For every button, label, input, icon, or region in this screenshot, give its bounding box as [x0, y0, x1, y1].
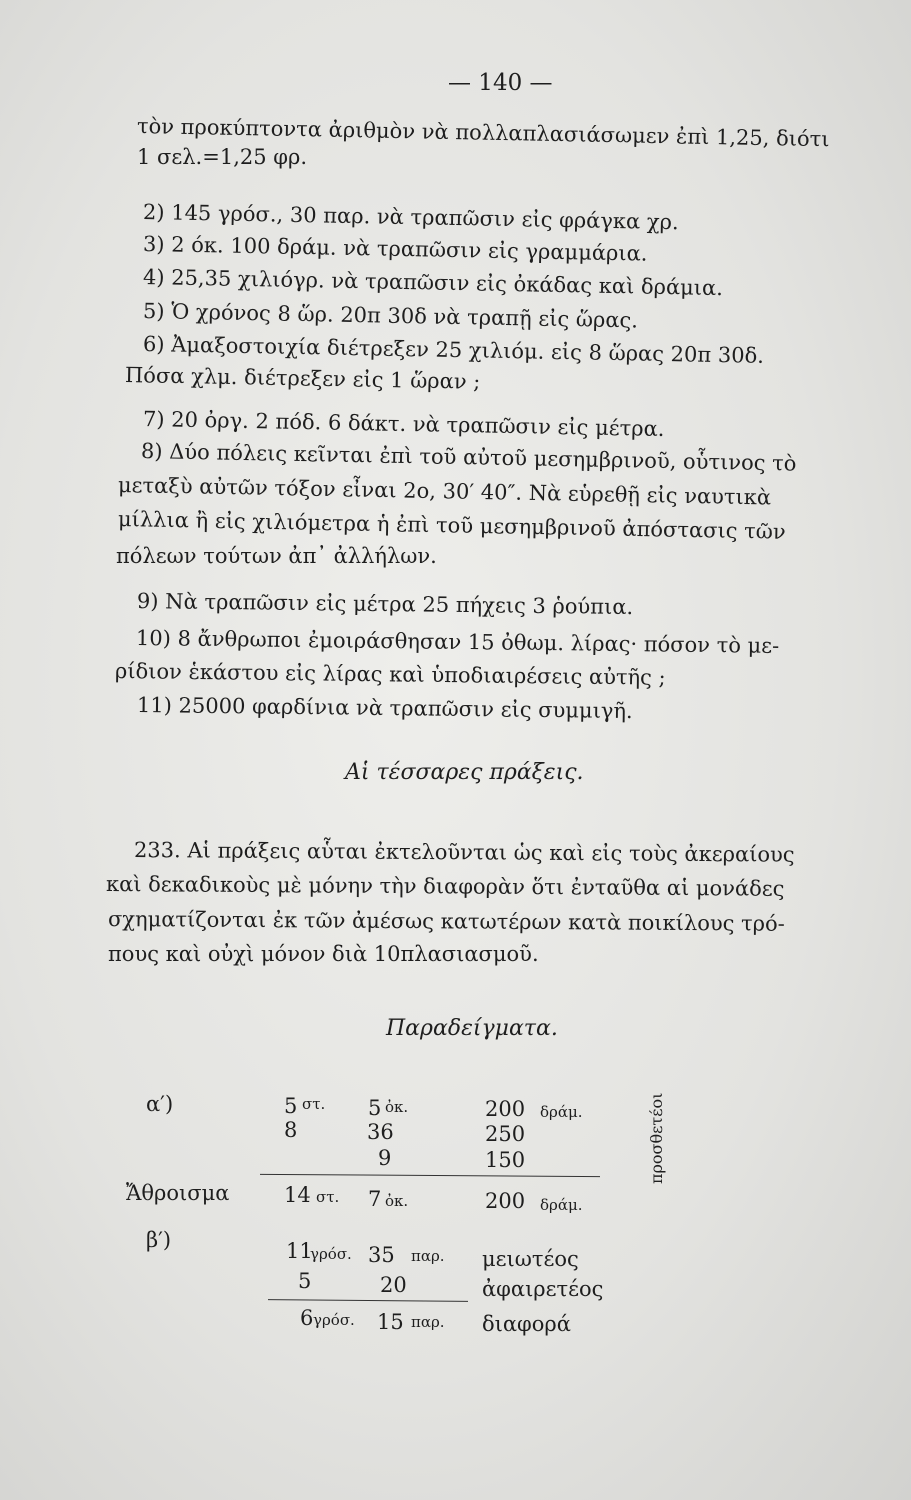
- text-line: 11) 25000 φαρδίνια νὰ τραπῶσιν εἰς συμμιγῆ.: [136, 693, 633, 724]
- addend-dramia: 200: [485, 1097, 526, 1121]
- subtrahend-grosia: 5: [298, 1269, 312, 1293]
- text-line: 6) Ἀμαξοστοιχία διέτρεξεν 25 χιλιόμ. εἰς 8 ὥρας 20π 30δ.: [142, 332, 765, 368]
- subtrahend-label: ἀφαιρετέος: [482, 1277, 604, 1301]
- text-line: καὶ δεκαδικοὺς μὲ μόνην τὴν διαφορὰν ὅτι ἐνταῦθα αἱ μονάδες: [105, 872, 785, 901]
- subtrahend-parades: 20: [380, 1273, 407, 1297]
- addend-okades: 9: [378, 1146, 392, 1170]
- difference-label: διαφορά: [482, 1312, 571, 1336]
- example-b-label: β′): [146, 1228, 172, 1252]
- sum-label: Ἄθροισμα: [126, 1181, 230, 1205]
- sum-dramia: 200: [485, 1189, 526, 1213]
- difference-grosia: 6: [300, 1306, 314, 1330]
- text-line: 3) 2 όκ. 100 δράμ. νὰ τραπῶσιν εἰς γραμμάρια.: [142, 232, 648, 266]
- unit-label: γρόσ.: [313, 1311, 355, 1329]
- text-line: ρίδιον ἑκάστου εἰς λίρας καὶ ὑποδιαιρέσεις αὐτῆς ;: [114, 659, 666, 690]
- unit-label: γρόσ.: [310, 1245, 352, 1263]
- addend-dramia: 250: [485, 1122, 526, 1146]
- side-label-addends: προσθετέοι: [647, 1092, 666, 1184]
- addend-dramia: 150: [485, 1148, 526, 1172]
- unit-label: δράμ.: [540, 1196, 583, 1214]
- text-line: 8) Δύο πόλεις κεῖνται ἐπὶ τοῦ αὐτοῦ μεσημβρινοῦ, οὗτινος τὸ: [140, 439, 797, 476]
- example-a-label: α′): [146, 1092, 174, 1116]
- unit-label: δράμ.: [540, 1103, 583, 1121]
- minuend-parades: 35: [368, 1243, 395, 1267]
- text-line: 7) 20 ὀργ. 2 πόδ. 6 δάκτ. νὰ τραπῶσιν εἰς μέτρα.: [142, 407, 665, 442]
- minuend-grosia: 11: [286, 1239, 313, 1263]
- text-line: 9) Νὰ τραπῶσιν εἰς μέτρα 25 πήχεις 3 ῥούπια.: [136, 589, 634, 620]
- text-line: μίλλια ἢ εἰς χιλιόμετρα ἡ ἐπὶ τοῦ μεσημβρινοῦ ἀπόστασις τῶν: [117, 507, 786, 544]
- unit-label: στ.: [316, 1188, 340, 1206]
- addend-okades: 36: [367, 1120, 394, 1144]
- sum-okades: 7: [368, 1187, 382, 1211]
- text-line: 10) 8 ἄνθρωποι ἐμοιράσθησαν 15 ὀθωμ. λίρας· πόσον τὸ με-: [135, 626, 780, 658]
- addend-stremmata: 8: [284, 1118, 298, 1142]
- difference-rule: [268, 1299, 468, 1302]
- unit-label: ὀκ.: [385, 1192, 409, 1210]
- examples-heading: Παραδείγματα.: [386, 1016, 558, 1041]
- unit-label: παρ.: [411, 1247, 445, 1265]
- text-line: πους καὶ οὐχὶ μόνον διὰ 10πλασιασμοῦ.: [108, 942, 539, 966]
- unit-label: ὀκ.: [385, 1098, 409, 1116]
- text-line: 4) 25,35 χιλιόγρ. νὰ τραπῶσιν εἰς ὀκάδας καὶ δράμια.: [142, 265, 724, 301]
- text-line: Πόσα χλμ. διέτρεξεν εἰς 1 ὥραν ;: [124, 363, 481, 394]
- addend-stremmata: 5: [284, 1094, 298, 1118]
- text-line: πόλεων τούτων ἀπ᾿ ἀλλήλων.: [116, 544, 437, 568]
- sum-stremmata: 14: [284, 1183, 311, 1207]
- text-line: 5) Ὁ χρόνος 8 ὥρ. 20π 30δ νὰ τραπῇ εἰς ὥρας.: [142, 299, 639, 333]
- addend-okades: 5: [368, 1096, 382, 1120]
- text-line: 233. Αἱ πράξεις αὗται ἐκτελοῦνται ὡς καὶ εἰς τοὺς ἀκεραίους: [133, 838, 795, 867]
- text-line: τὸν προκύπτοντα ἀριθμὸν νὰ πολλαπλασιάσωμεν ἐπὶ 1,25, διότι: [136, 114, 830, 152]
- page-number: — 140 —: [448, 70, 553, 96]
- section-heading: Αἱ τέσσαρες πράξεις.: [345, 760, 584, 785]
- sum-rule: [260, 1174, 600, 1177]
- minuend-label: μειωτέος: [482, 1247, 579, 1271]
- text-line: σχηματίζονται ἐκ τῶν ἀμέσως κατωτέρων κατὰ ποικίλους τρό-: [107, 907, 785, 936]
- text-line: 1 σελ.=1,25 φρ.: [137, 145, 307, 169]
- unit-label: στ.: [302, 1095, 326, 1113]
- unit-label: παρ.: [411, 1313, 445, 1331]
- text-line: μεταξὺ αὐτῶν τόξον εἶναι 2ο, 30′ 40″. Νὰ εὑρεθῇ εἰς ναυτικὰ: [117, 473, 772, 510]
- text-line: 2) 145 γρόσ., 30 παρ. νὰ τραπῶσιν εἰς φράγκα χρ.: [142, 200, 679, 235]
- difference-parades: 15: [377, 1310, 404, 1334]
